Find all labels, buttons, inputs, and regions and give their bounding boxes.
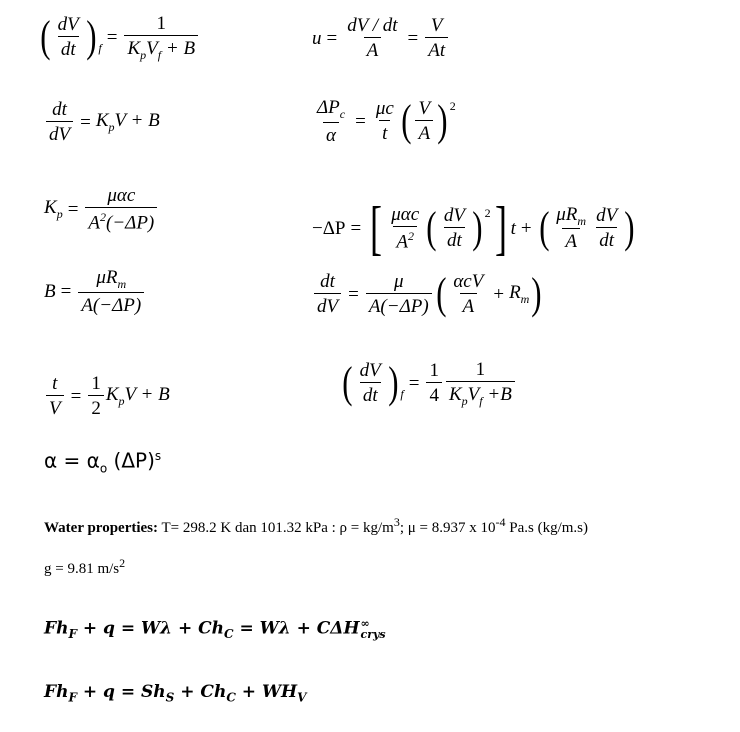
equation-dt-dv-full: $\frac{dt}{dV}$ = $\frac{\mu}{A(-\Delta P)}$ ( $\frac{\text{αcV}}{A}$ + $R_m$ ) bbox=[312, 272, 544, 316]
gravity-text: g = 9.81 m/s bbox=[44, 561, 120, 577]
water-properties-text-b: ; μ = 8.937 x 10 bbox=[399, 520, 496, 536]
exp-minus-4: -4 bbox=[495, 515, 506, 529]
equation-filtrate-rate: ( $\frac{dV}{dt}$ ) $_f$ = $\frac{1}{K_pV_f + B}$ bbox=[38, 14, 200, 61]
energy-balance-1: $Fh_F + q = W\lambda + Ch_C = W\lambda + C\Delta H$ ∞ crys bbox=[44, 617, 386, 641]
energy-balance-2: $Fh_F + q = Sh_S + Ch_C + WH_V$ bbox=[44, 682, 307, 705]
water-properties-label: Water properties: bbox=[44, 520, 159, 536]
exp-3: 3 bbox=[393, 515, 400, 529]
exp-2: 2 bbox=[119, 556, 126, 570]
equation-kp: $K_p$ = $\frac{\text{μαc}}{A^2(-\Delta P)}$ bbox=[44, 186, 159, 232]
equation-velocity: u = $\frac{dV / dt}{A}$ = $\frac{V}{At}$ bbox=[312, 16, 450, 60]
equation-alpha: $\alpha = \alpha_o$ $(\Delta P)^s$ bbox=[44, 448, 162, 476]
equation-b-const: B = $\frac{\mu R_m}{A(-\Delta P)}$ bbox=[44, 268, 146, 315]
equation-t-over-v: $\frac{t}{V}$ = $\frac{1}{2}$ $K_pV + B$ bbox=[44, 374, 170, 418]
equation-pressure-ratio: $\frac{\Delta P_c}{\alpha}$ = $\frac{\mu c}{t}$ ( $\frac{V}{A}$ ) $^2$ bbox=[317, 96, 456, 146]
equation-pressure-drop: −ΔP = [ $\frac{\text{μαc}}{A^2}$ ( $\frac{dV}{dt}$ ) $^2$ ] t + ( $\frac{\mu R_m}{A}$ $\frac{dV}{dt}$ ) bbox=[312, 195, 635, 261]
water-properties-text-c: Pa.s (kg/m.s) bbox=[505, 520, 588, 536]
equation-filtrate-rate-four: ( $\frac{dV}{dt}$ ) $_f$ = $\frac{1}{4}$ $\frac{1}{K_pV_f +B}$ bbox=[340, 360, 517, 407]
water-properties-line bbox=[44, 515, 588, 537]
equation-reciprocal-rate: $\frac{dt}{dV}$ = $K_pV + B$ bbox=[44, 100, 160, 144]
gravity-line bbox=[44, 556, 125, 578]
water-properties-text-a: T= 298.2 K dan 101.32 kPa : ρ = kg/m bbox=[158, 520, 394, 536]
